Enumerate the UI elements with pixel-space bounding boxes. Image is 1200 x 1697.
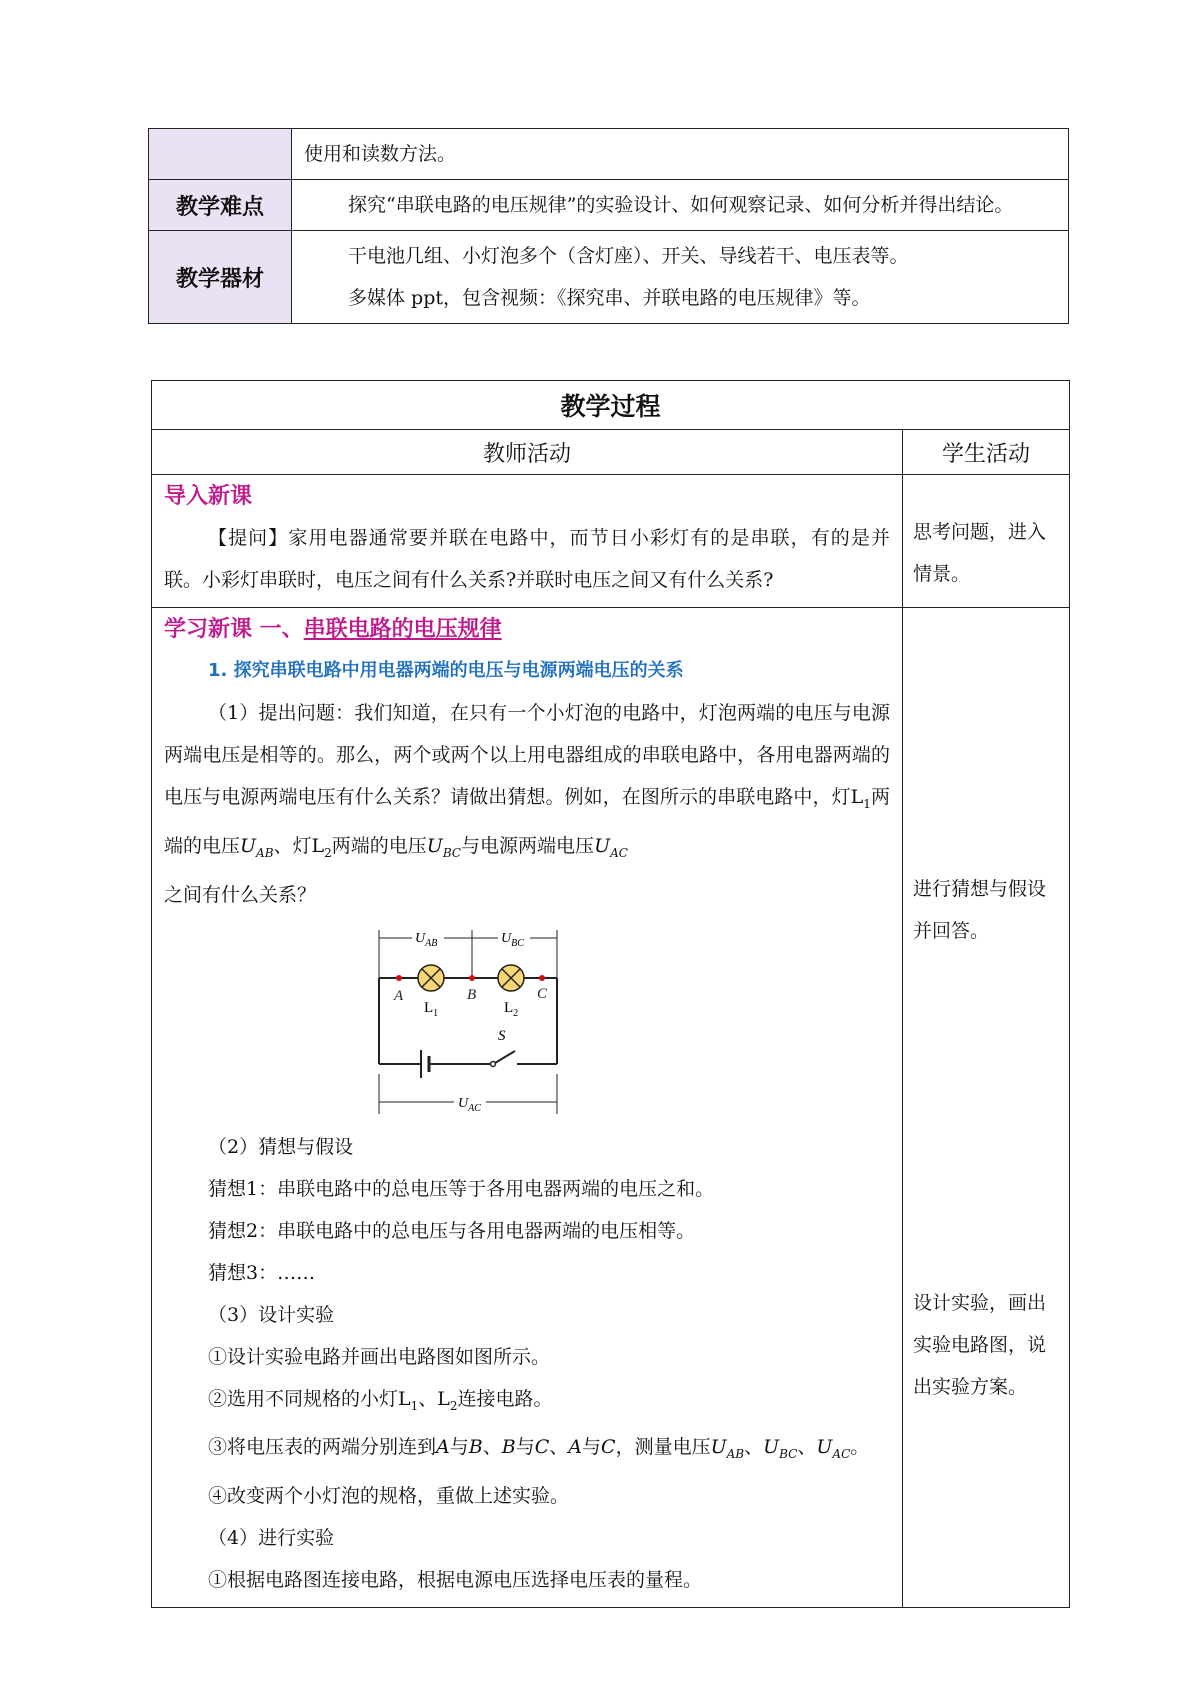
q1-text-b: 两端的电压 (164, 786, 890, 857)
node-b (469, 975, 475, 981)
design-3-d: 与 (515, 1436, 535, 1459)
u-ac-symbol (594, 834, 628, 860)
l1-sub: 1 (863, 796, 871, 811)
uab-label: $U_{AB}$ (415, 930, 438, 949)
subsection-1-title: 1. 探究串联电路中用电器两端的电压与电源两端电压的关系 (208, 660, 684, 681)
blank-label-cell (149, 129, 292, 180)
teaching-process-table (151, 380, 1070, 1608)
switch-lever (495, 1051, 515, 1063)
uac-label: $U_{AC}$ (458, 1095, 481, 1114)
design-2-b: 、L (418, 1387, 450, 1410)
difficulty-label: 教学难点 (149, 180, 292, 231)
ubc-label: $U_{BC}$ (501, 930, 524, 949)
q1-text-d: 两端的电压 (331, 834, 427, 857)
difficulty-cell (292, 180, 1069, 231)
design-3-node-b1: B (468, 1436, 483, 1459)
label-c: C (537, 985, 548, 1002)
design-2-a: ②选用不同规格的小灯L (208, 1387, 411, 1410)
step-2-title: （2）猜想与假设 (208, 1135, 354, 1158)
design-3-uab-u: U (710, 1436, 727, 1459)
design-3-uac-sub: AC (832, 1447, 851, 1462)
design-2 (164, 1378, 890, 1427)
design-3-g: ，测量电压 (615, 1436, 711, 1459)
design-3-node-c1: C (534, 1436, 550, 1459)
new-lesson-heading (164, 610, 890, 650)
equipment-label: 教学器材 (149, 231, 292, 324)
step-4-title: （4）进行实验 (208, 1527, 335, 1550)
node-c (539, 975, 545, 981)
intro-student-cell (903, 475, 1070, 608)
design-3-ubc-u: U (763, 1436, 780, 1459)
student-spacer-1 (913, 608, 1059, 868)
intro-question (164, 517, 890, 601)
series-circuit-diagram (374, 924, 584, 1120)
label-l2: $L_2$ (504, 999, 519, 1019)
design-3-uac (816, 1436, 851, 1462)
label-b: B (467, 986, 477, 1003)
design-3-uab-sub: AB (726, 1447, 745, 1462)
u-ab-symbol (240, 834, 274, 860)
design-3-ubc (763, 1436, 798, 1462)
q1-text-e: 与电源两端电压 (461, 834, 595, 857)
student-spacer-2 (913, 952, 1059, 1282)
intro-question-text: 家用电器通常要并联在电路中，而节日小彩灯有的是串联，有的是并联。小彩灯串联时，电压之间有什么关系?并联时电压之间又有什么关系? (164, 527, 890, 591)
teacher-column-header: 教师活动 (152, 430, 903, 475)
difficulty-text: 探究“串联电路的电压规律”的实验设计、如何观察记录、如何分析并得出结论。 (348, 194, 1014, 216)
design-3-e: 、 (549, 1436, 569, 1459)
intro-teacher-cell (152, 475, 903, 608)
design-1: ①设计实验电路并画出电路图如图所示。 (208, 1345, 551, 1368)
process-title: 教学过程 (152, 381, 1070, 430)
design-3-c: 、 (482, 1436, 502, 1459)
design-3-b: 与 (449, 1436, 469, 1459)
design-3-f: 与 (582, 1436, 602, 1459)
series-voltage-link[interactable]: 串联电路的电压规律 (303, 617, 502, 642)
design-3-node-a2: A (568, 1436, 583, 1459)
u-ab-sub: AB (256, 845, 274, 860)
equipment-line-1: 干电池几组、小灯泡多个（含灯座）、开关、导线若干、电压表等。 (348, 245, 909, 267)
student-activity-design: 设计实验，画出实验电路图，说出实验方案。 (913, 1292, 1047, 1398)
u-ab-u: U (240, 834, 257, 857)
student-activity-guess: 进行猜想与假设并回答。 (913, 878, 1047, 942)
u-bc-symbol (426, 834, 462, 860)
new-lesson-heading-prefix: 学习新课 一、 (164, 617, 304, 642)
step-3-title: （3）设计实验 (208, 1303, 335, 1326)
u-bc-u: U (426, 834, 443, 857)
design-3-node-a1: A (436, 1436, 450, 1459)
intro-heading: 导入新课 (164, 484, 253, 509)
u-ac-u: U (594, 834, 611, 857)
design-3-h: 、 (744, 1436, 764, 1459)
student-column-header: 学生活动 (903, 430, 1070, 475)
intro-student-text: 思考问题，进入情景。 (913, 521, 1047, 585)
design-3-uab (710, 1436, 745, 1462)
label-s: S (498, 1027, 506, 1044)
design-2-sub2: 2 (449, 1398, 458, 1413)
design-3-i: 、 (797, 1436, 817, 1459)
design-2-c: 连接电路。 (457, 1387, 553, 1410)
experiment-1: ①根据电路图连接电路，根据电源电压选择电压表的量程。 (208, 1569, 703, 1592)
u-ac-sub: AC (610, 845, 628, 860)
equipment-line-2: 多媒体 ppt，包含视频：《探究串、并联电路的电压规律》等。 (348, 287, 871, 309)
guess-3: 猜想3：…… (208, 1261, 316, 1284)
design-3-ubc-sub: BC (779, 1447, 798, 1462)
design-4: ④改变两个小灯泡的规格，重做上述实验。 (208, 1485, 570, 1508)
question-tag: 【提问】 (208, 527, 289, 549)
design-2-sub1: 1 (410, 1398, 419, 1413)
u-bc-sub: BC (442, 845, 462, 860)
label-a: A (394, 987, 404, 1004)
design-3-a: ③将电压表的两端分别连到 (208, 1436, 437, 1459)
new-lesson-teacher-cell (152, 608, 903, 1608)
equipment-cell (292, 231, 1069, 324)
new-lesson-student-cell (903, 608, 1070, 1608)
question-paragraph (164, 692, 890, 916)
design-3-uac-u: U (816, 1436, 833, 1459)
course-info-table (148, 128, 1069, 324)
design-3 (164, 1426, 890, 1475)
q1-text-a: （1）提出问题：我们知道，在只有一个小灯泡的电路中，灯泡两端的电压与电源两端电压是相等的。那么，两个或两个以上用电器组成的串联电路中，各用电器两端的电压与电源两端电压有什么关系？请做出猜想。例如，在图所示的串联电路中，灯L (164, 702, 890, 808)
design-3-j: 。 (850, 1436, 870, 1459)
method-text: 使用和读数方法。 (292, 129, 1069, 180)
node-a (396, 975, 402, 981)
design-3-node-c2: C (601, 1436, 616, 1459)
guess-2: 猜想2：串联电路中的总电压与各用电器两端的电压相等。 (208, 1219, 696, 1242)
label-l1: $L_1$ (424, 999, 439, 1019)
q1-text-f: 之间有什么关系？ (164, 883, 317, 906)
guess-1: 猜想1：串联电路中的总电压等于各用电器两端的电压之和。 (208, 1177, 715, 1200)
design-3-node-b2: B (501, 1436, 516, 1459)
q1-text-c: 、灯L (273, 834, 325, 857)
l2-sub: 2 (324, 845, 332, 860)
